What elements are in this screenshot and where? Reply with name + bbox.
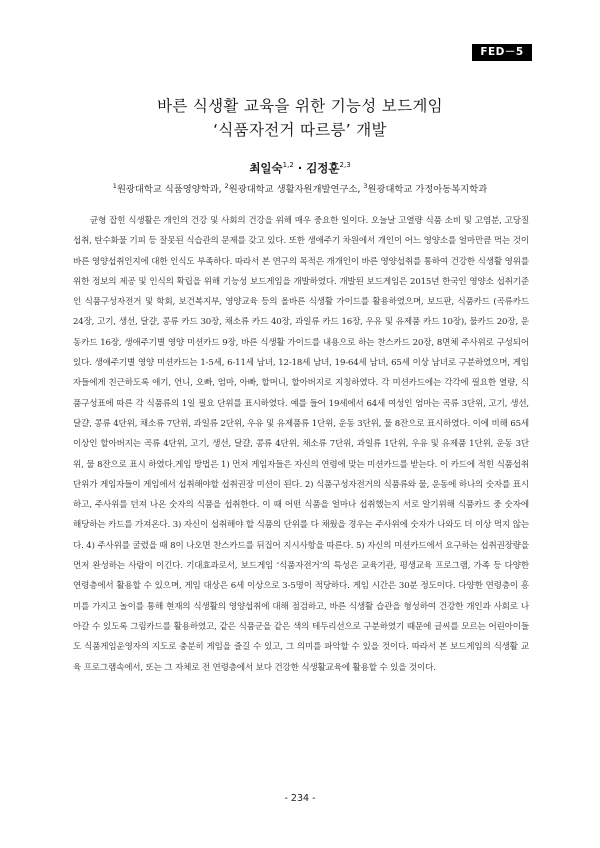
- author-line: [0, 160, 600, 176]
- abstract-body: 균형 잡힌 식생활은 개인의 건강 및 사회의 건강을 위해 매우 중요한 일이다. 오늘날 고열량 식품 소비 및 고염분, 고당질 섭취, 탄수화물 기피 등 잘못된 식습관의 문제를 갖고 있다. 또한 생애주기 차원에서 개인이 어느 영양소를 얼마만큼 먹는 것이 바른 영양섭취인지에 대한 인식도 부족하다. 따라서 본 연구의 목적은 개개인이 바른 영양섭취를 통하여 건강한 식생활 영위를 위한 정보의 제공 및 인식의 확립을 위해 기능성 보드게임을 개발하였다. 개발된 보드게임은 2015년 한국인 영양소 섭취기준인 식품구성자전거 및 학회, 보건복지부, 영양교육 등의 올바른 식생활 가이드를 활용하였으며, 보드판, 식품카드 (곡류카드 24장, 고기, 생선, 달걀, 콩류 카드 30장, 채소류 카드 40장, 과일류 카드 16장, 우유 및 유제품 카드 10장), 물카드 20장, 운동카드 16장, 생애주기별 영양 미션카드 9장, 바른 식생활 가이드를 내용으로 하는 찬스카드 20장, 8면체 주사위로 구성되어 있다. 생애주기별 영양 미션카드는 1-5세, 6-11세 남녀, 12-18세 남녀, 19-64세 남녀, 65세 이상 남녀로 구분하였으며, 게임자들에게 친근하도록 애기, 언니, 오빠, 엄마, 아빠, 할머니, 할아버지로 지칭하였다. 각 미션카드에는 각각에 필요한 열량, 식품구성표에 따른 각 식품류의 1일 필요 단위를 표시하였다. 예를 들어 19세에서 64세 여성인 엄마는 곡류 3단위, 고기, 생선, 달걀, 콩류 4단위, 채소류 7단위, 과일류 2단위, 우유 및 유제품류 1단위, 운동 3단위, 물 8잔으로 표시하였다. 이에 비해 65세 이상인 할아버지는 곡류 4단위, 고기, 생선, 달걀, 콩류 4단위, 채소류 7단위, 과일류 1단위, 우유 및 유제품 1단위, 운동 3단위, 물 8잔으로 표시 하였다.게임 방법은 1) 먼저 게임자들은 자신의 연령에 맞는 미션카드를 받는다. 이 카드에 적힌 식품섭취단위가 게임자들이 게임에서 섭취해야할 섭취권장 미션이 된다. 2) 식품구성자전거의 식품류와 물, 운동에 하나의 숫자를 표시하고, 주사위를 던져 나온 숫자의 식품을 섭취한다. 이 때 어떤 식품을 얼마나 섭취했는지 서로 알기위해 식품카드 중 숫자에 해당하는 카드를 가져온다. 3) 자신이 섭취해야 할 식품의 단위를 다 채웠을 경우는 주사위에 숫자가 나와도 더 이상 먹지 않는다. 4) 주사위를 굴렸을 때 8이 나오면 찬스카드를 뒤집어 지시사항을 따른다. 5) 자신의 미션카드에서 요구하는 섭취권장량을 먼저 완성하는 사람이 이긴다. 기대효과로서, 보드게임 ‘식품자전거’의 특성은 교육기관, 평생교육 프로그램, 가족 등 다양한 연령층에서 활용할 수 있으며, 게임 대상은 6세 이상으로 3-5명이 적당하다. 게임 시간은 30분 정도이다. 다양한 연령층이 흥미를 가지고 놀이를 통해 현재의 식생활의 영양섭취에 대해 점검하고, 바른 식생활 습관을 형성하여 건강한 개인과 사회로 나아갈 수 있도록 그림카드를 활용하였고, 같은 식품군을 같은 색의 테두리선으로 구분하였기 때문에 글씨를 모르는 어린아이들도 식품게임운영자의 지도로 충분히 게임을 즐길 수 있고, 그 의미를 파악할 수 있을 것이다. 따라서 본 보드게임의 식생활 교육 프로그램속에서, 또는 그 자체로 전 연령층에서 보다 건강한 식생활교육에 활용할 수 있을 것이다.: [73, 216, 529, 673]
- affiliation: 원광대학교 생활자원개발연구소,: [228, 184, 364, 195]
- affiliation: 원광대학교 식품영양학과,: [116, 184, 225, 195]
- title-line-2: ‘식품자전거 따르릉’ 개발: [213, 121, 387, 139]
- page-number: - 234 -: [284, 793, 316, 804]
- affiliation: 원광대학교 가정아동복지학과: [367, 184, 488, 195]
- author-separator: ·: [297, 161, 303, 175]
- affiliation-marker: 2: [224, 181, 229, 190]
- author-affiliation-marker: 2,3: [339, 161, 351, 170]
- session-code-badge: FED－5: [472, 44, 532, 61]
- author-name: 최일숙: [249, 161, 283, 175]
- title-line-1: 바른 식생활 교육을 위한 기능성 보드게임: [157, 97, 443, 115]
- author-affiliation-marker: 1,2: [282, 161, 294, 170]
- paper-title: [0, 94, 600, 142]
- author-name: 김정훈: [306, 161, 340, 175]
- affiliation-line: [0, 181, 600, 195]
- affiliation-marker: 3: [363, 181, 368, 190]
- affiliation-marker: 1: [112, 181, 117, 190]
